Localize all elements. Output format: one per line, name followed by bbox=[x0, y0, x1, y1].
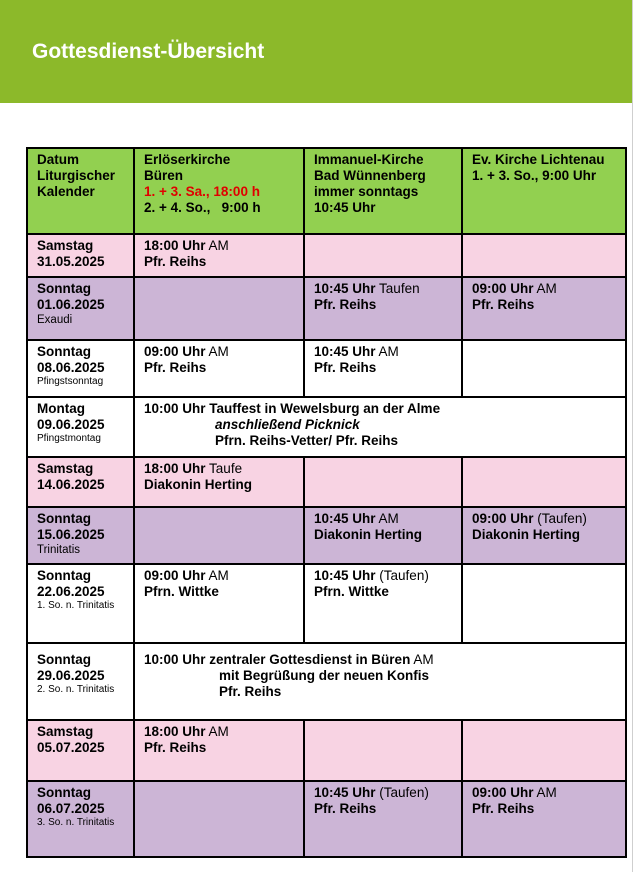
table-row bbox=[27, 720, 626, 781]
cell-text: Sonntag bbox=[37, 281, 91, 296]
cell-text: Pfr. Reihs bbox=[314, 801, 377, 816]
header-calendar-label: Kalender bbox=[37, 184, 95, 199]
cell-text: 18:00 Uhr bbox=[144, 238, 206, 253]
service-cell-empty bbox=[304, 457, 462, 507]
service-cell bbox=[134, 234, 304, 277]
cell-text: AM bbox=[208, 568, 229, 583]
table-row bbox=[27, 507, 626, 564]
date-cell bbox=[27, 643, 134, 720]
service-cell-merged bbox=[134, 397, 626, 457]
service-cell bbox=[134, 564, 304, 643]
cell-text: Samstag bbox=[37, 461, 94, 476]
cell-text: Samstag bbox=[37, 724, 94, 739]
service-cell-empty bbox=[462, 720, 626, 781]
cell-text: 10:45 Uhr bbox=[314, 785, 376, 800]
church-time-sunday: 2. + 4. So., 9:00 h bbox=[144, 200, 261, 215]
church-time-saturday: 1. + 3. Sa., 18:00 h bbox=[144, 184, 260, 199]
cell-text: 10:45 Uhr bbox=[314, 281, 376, 296]
service-cell-empty bbox=[134, 781, 304, 857]
cell-text: 10:00 Uhr zentraler Gottesdienst in Büren bbox=[144, 652, 411, 667]
cell-text: Montag bbox=[37, 401, 85, 416]
church-note: immer sonntags bbox=[314, 184, 419, 199]
cell-text: Sonntag bbox=[37, 652, 91, 667]
cell-text: Pfr. Reihs bbox=[144, 254, 207, 269]
cell-text: Pfingstsonntag bbox=[37, 376, 104, 387]
header-liturgical-label: Liturgischer bbox=[37, 168, 116, 183]
cell-text: Taufen bbox=[379, 281, 420, 296]
cell-text: Sonntag bbox=[37, 344, 91, 359]
date-cell bbox=[27, 564, 134, 643]
cell-text: Trinitatis bbox=[37, 544, 81, 556]
date-cell bbox=[27, 457, 134, 507]
date-cell bbox=[27, 277, 134, 340]
page-edge-line bbox=[632, 0, 633, 872]
cell-text: 08.06.2025 bbox=[37, 360, 105, 375]
cell-text: Pfr. Reihs bbox=[472, 297, 535, 312]
church-time: 10:45 Uhr bbox=[314, 200, 376, 215]
service-cell bbox=[462, 781, 626, 857]
cell-text: 05.07.2025 bbox=[37, 740, 105, 755]
table-header-row bbox=[27, 148, 626, 234]
cell-text: AM bbox=[378, 511, 399, 526]
cell-text: AM bbox=[536, 785, 557, 800]
service-cell bbox=[134, 720, 304, 781]
service-cell bbox=[304, 564, 462, 643]
service-cell bbox=[304, 340, 462, 397]
table-row bbox=[27, 643, 626, 720]
cell-text: (Taufen) bbox=[537, 511, 587, 526]
cell-text: AM bbox=[208, 238, 229, 253]
cell-text: Pfr. Reihs bbox=[144, 740, 207, 755]
cell-text: 10:45 Uhr bbox=[314, 344, 376, 359]
header-church-lichtenau bbox=[462, 148, 626, 234]
service-cell bbox=[134, 457, 304, 507]
church-name: Erlöserkirche bbox=[144, 152, 231, 167]
service-cell-empty bbox=[462, 564, 626, 643]
date-cell bbox=[27, 781, 134, 857]
cell-text: Pfr. Reihs bbox=[144, 360, 207, 375]
title-bar bbox=[0, 0, 632, 103]
date-cell bbox=[27, 720, 134, 781]
header-church-erloeserkirche bbox=[134, 148, 304, 234]
cell-text: (Taufen) bbox=[379, 785, 429, 800]
cell-text: 29.06.2025 bbox=[37, 668, 105, 683]
cell-text: 18:00 Uhr bbox=[144, 461, 206, 476]
service-cell-empty bbox=[304, 234, 462, 277]
cell-text: 09:00 Uhr bbox=[472, 281, 534, 296]
service-cell-empty bbox=[462, 457, 626, 507]
cell-text: Diakonin Herting bbox=[314, 527, 423, 542]
service-cell-empty bbox=[134, 507, 304, 564]
service-cell bbox=[304, 507, 462, 564]
cell-text: Sonntag bbox=[37, 511, 91, 526]
service-cell-empty bbox=[462, 234, 626, 277]
cell-text: 01.06.2025 bbox=[37, 297, 105, 312]
cell-text: 10:45 Uhr bbox=[314, 568, 376, 583]
cell-text: 22.06.2025 bbox=[37, 584, 105, 599]
cell-text: Pfrn. Wittke bbox=[314, 584, 389, 599]
service-cell bbox=[462, 507, 626, 564]
cell-text: AM bbox=[413, 652, 434, 667]
service-cell-empty bbox=[134, 277, 304, 340]
cell-text: AM bbox=[208, 724, 229, 739]
cell-text: 09:00 Uhr bbox=[472, 785, 534, 800]
church-place: Bad Wünnenberg bbox=[314, 168, 426, 183]
church-time: 1. + 3. So., 9:00 Uhr bbox=[472, 168, 597, 183]
cell-text: 09:00 Uhr bbox=[144, 568, 206, 583]
header-date-column bbox=[27, 148, 134, 234]
cell-text: (Taufen) bbox=[379, 568, 429, 583]
cell-text: 09.06.2025 bbox=[37, 417, 105, 432]
church-name: Ev. Kirche Lichtenau bbox=[472, 152, 605, 167]
cell-text: anschließend Picknick bbox=[215, 417, 360, 432]
cell-text: Diakonin Herting bbox=[472, 527, 581, 542]
cell-text: Sonntag bbox=[37, 785, 91, 800]
service-cell-empty bbox=[462, 340, 626, 397]
cell-text: AM bbox=[208, 344, 229, 359]
cell-text: Pfr. Reihs bbox=[219, 684, 282, 699]
table-row bbox=[27, 340, 626, 397]
cell-text: 2. So. n. Trinitatis bbox=[37, 684, 115, 695]
service-cell bbox=[134, 340, 304, 397]
service-schedule-table bbox=[26, 147, 627, 858]
cell-text: 06.07.2025 bbox=[37, 801, 105, 816]
cell-text: Pfrn. Reihs-Vetter/ Pfr. Reihs bbox=[215, 433, 399, 448]
cell-text: Samstag bbox=[37, 238, 94, 253]
cell-text: Diakonin Herting bbox=[144, 477, 253, 492]
table-row bbox=[27, 397, 626, 457]
cell-text: 31.05.2025 bbox=[37, 254, 105, 269]
cell-text: Sonntag bbox=[37, 568, 91, 583]
cell-text: Exaudi bbox=[37, 314, 73, 326]
service-cell-merged bbox=[134, 643, 626, 720]
table-row bbox=[27, 564, 626, 643]
church-place: Büren bbox=[144, 168, 184, 183]
cell-text: Pfrn. Wittke bbox=[144, 584, 219, 599]
table-row bbox=[27, 781, 626, 857]
church-name: Immanuel-Kirche bbox=[314, 152, 424, 167]
service-cell bbox=[304, 781, 462, 857]
service-cell-empty bbox=[304, 720, 462, 781]
date-cell bbox=[27, 397, 134, 457]
cell-text: mit Begrüßung der neuen Konfis bbox=[219, 668, 430, 683]
table-row bbox=[27, 234, 626, 277]
cell-text: Taufe bbox=[209, 461, 243, 476]
cell-text: 14.06.2025 bbox=[37, 477, 105, 492]
page-title: Gottesdienst-Übersicht bbox=[32, 40, 265, 63]
cell-text: 18:00 Uhr bbox=[144, 724, 206, 739]
cell-text: Pfr. Reihs bbox=[472, 801, 535, 816]
cell-text: AM bbox=[378, 344, 399, 359]
cell-text: 09:00 Uhr bbox=[144, 344, 206, 359]
date-cell bbox=[27, 507, 134, 564]
cell-text: 10:45 Uhr bbox=[314, 511, 376, 526]
cell-text: Pfr. Reihs bbox=[314, 297, 377, 312]
date-cell bbox=[27, 340, 134, 397]
service-cell bbox=[304, 277, 462, 340]
cell-text: 1. So. n. Trinitatis bbox=[37, 600, 115, 611]
table-row bbox=[27, 277, 626, 340]
service-cell bbox=[462, 277, 626, 340]
cell-text: Pfingstmontag bbox=[37, 433, 101, 444]
header-church-immanuel bbox=[304, 148, 462, 234]
cell-text: 09:00 Uhr bbox=[472, 511, 534, 526]
cell-text: 3. So. n. Trinitatis bbox=[37, 817, 115, 828]
date-cell bbox=[27, 234, 134, 277]
cell-text: Pfr. Reihs bbox=[314, 360, 377, 375]
cell-text: 15.06.2025 bbox=[37, 527, 105, 542]
cell-text: 10:00 Uhr Tauffest in Wewelsburg an der Alme bbox=[144, 401, 441, 416]
cell-text: AM bbox=[536, 281, 557, 296]
header-date-label: Datum bbox=[37, 152, 80, 167]
table-row bbox=[27, 457, 626, 507]
